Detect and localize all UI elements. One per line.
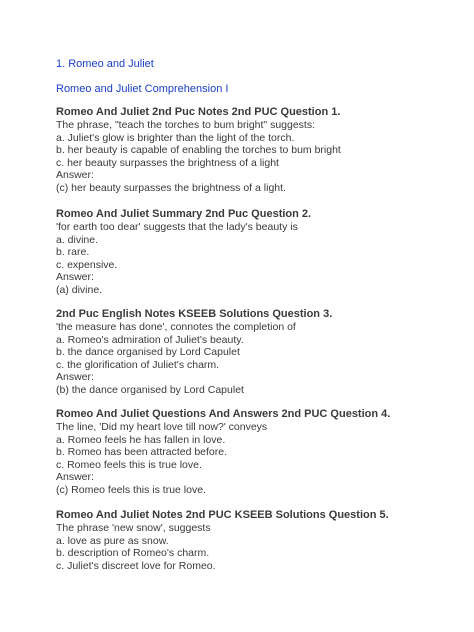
answer-label: Answer: bbox=[56, 371, 94, 384]
option-a: a. Romeo's admiration of Juliet's beauty. bbox=[56, 333, 244, 346]
question-text: The line, 'Did my heart love till now?' conveys bbox=[56, 421, 268, 433]
option-a: a. Juliet's glow is brighter than the light of the torch. bbox=[56, 131, 295, 144]
option-c: c. her beauty surpasses the brightness of a light bbox=[56, 156, 279, 169]
question-block-4 bbox=[56, 407, 456, 497]
question-block-5 bbox=[56, 508, 456, 572]
option-b: b. Romeo has been attracted before. bbox=[56, 446, 228, 459]
question-text: The phrase, "teach the torches to bum bright" suggests: bbox=[56, 119, 316, 131]
option-b: b. the dance organised by Lord Capulet bbox=[56, 346, 240, 359]
answer-text: (b) the dance organised by Lord Capulet bbox=[56, 383, 244, 396]
option-b: b. rare. bbox=[56, 246, 90, 259]
question-heading: Romeo And Juliet Notes 2nd PUC KSEEB Solutions Question 5. bbox=[56, 509, 389, 521]
option-b: b. her beauty is capable of enabling the torches to bum bright bbox=[56, 144, 341, 157]
question-heading: Romeo And Juliet Summary 2nd Puc Question 2. bbox=[56, 208, 312, 220]
question-text: 'for earth too dear' suggests that the lady's beauty is bbox=[56, 221, 298, 233]
question-text: The phrase 'new snow', suggests bbox=[56, 522, 211, 534]
option-c: c. expensive. bbox=[56, 258, 118, 271]
answer-text: (a) divine. bbox=[56, 283, 103, 296]
question-heading: Romeo And Juliet 2nd Puc Notes 2nd PUC Question 1. bbox=[56, 106, 341, 118]
option-a: a. love as pure as snow. bbox=[56, 534, 169, 547]
option-c: c. Juliet's discreet love for Romeo. bbox=[56, 559, 216, 572]
question-heading: 2nd Puc English Notes KSEEB Solutions Question 3. bbox=[56, 308, 333, 320]
option-a: a. Romeo feels he has fallen in love. bbox=[56, 433, 226, 446]
question-text: 'the measure has done', connotes the completion of bbox=[56, 321, 296, 333]
question-block-1 bbox=[56, 105, 456, 195]
title-link[interactable]: 1. Romeo and Juliet bbox=[56, 58, 154, 70]
option-c: c. Romeo feels this is true love. bbox=[56, 458, 202, 471]
option-a: a. divine. bbox=[56, 233, 99, 246]
answer-label: Answer: bbox=[56, 271, 94, 284]
option-b: b. description of Romeo's charm. bbox=[56, 547, 210, 560]
subtitle-link[interactable]: Romeo and Juliet Comprehension I bbox=[56, 83, 229, 95]
answer-text: (c) her beauty surpasses the brightness of a light. bbox=[56, 181, 286, 194]
answer-label: Answer: bbox=[56, 471, 94, 484]
question-block-2 bbox=[56, 207, 456, 297]
option-c: c. the glorification of Juliet's charm. bbox=[56, 358, 220, 371]
answer-text: (c) Romeo feels this is true love. bbox=[56, 483, 206, 496]
question-block-3 bbox=[56, 307, 456, 397]
question-heading: Romeo And Juliet Questions And Answers 2nd PUC Question 4. bbox=[56, 408, 391, 420]
answer-label: Answer: bbox=[56, 169, 94, 182]
